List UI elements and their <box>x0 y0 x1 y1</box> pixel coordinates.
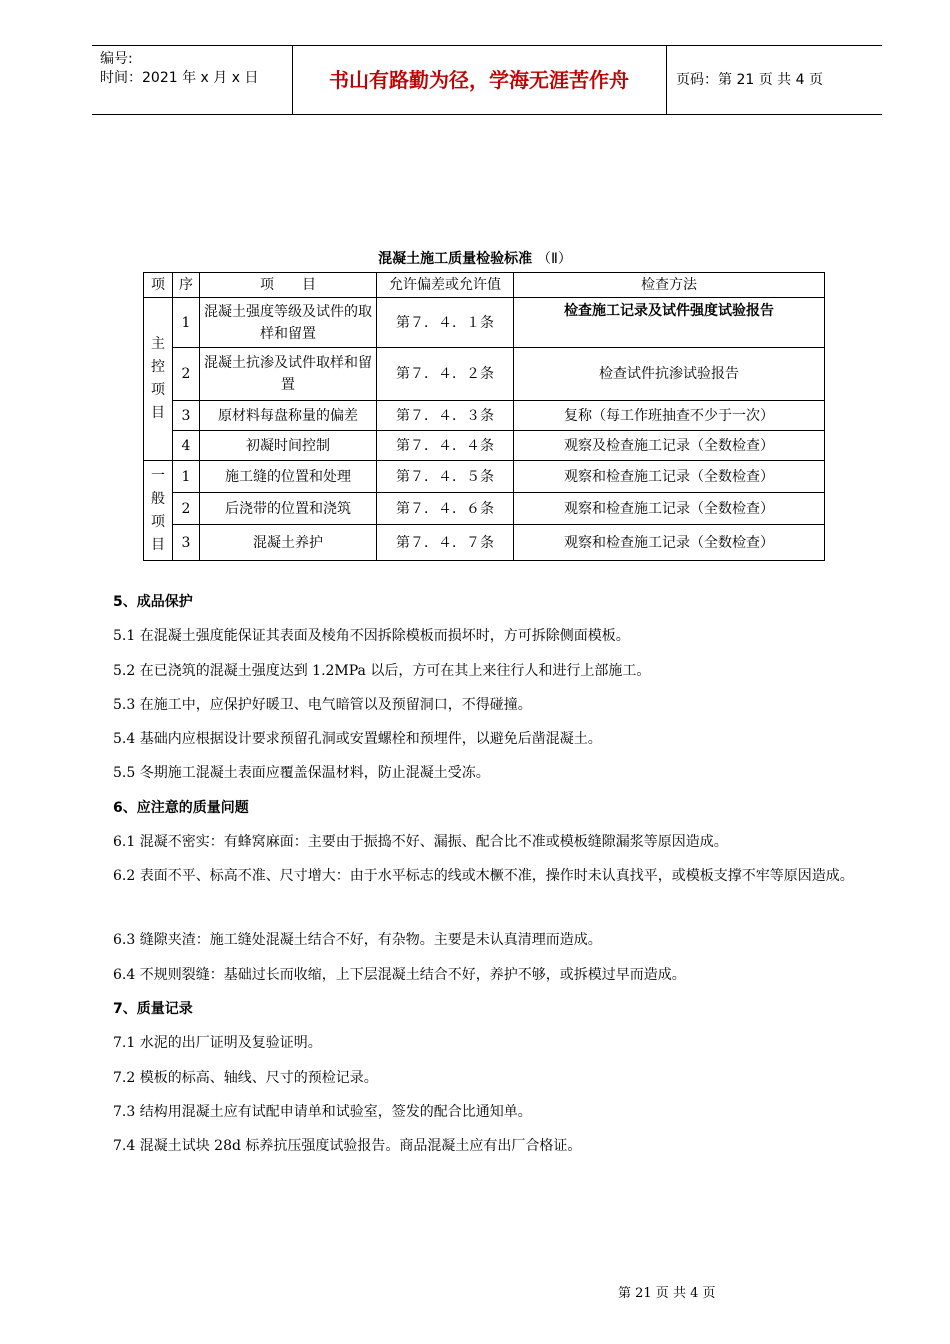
paragraph: 7.2 模板的标高、轴线、尺寸的预检记录。 <box>113 1069 378 1086</box>
item-cell: 混凝土养护 <box>200 525 377 561</box>
group-label-main: 主控项目 <box>144 298 173 461</box>
header-cell: 检查方法 <box>514 273 825 298</box>
item-cell: 混凝土强度等级及试件的取样和留置 <box>200 298 377 348</box>
table-row <box>144 493 825 525</box>
seq-cell: 3 <box>173 401 200 431</box>
table-row <box>144 298 825 348</box>
paragraph: 7.1 水泥的出厂证明及复验证明。 <box>113 1035 322 1052</box>
value-cell: 第７．４．３条 <box>377 401 514 431</box>
paragraph: 5.1 在混凝土强度能保证其表面及棱角不因拆除模板而损坏时，方可拆除侧面模板。 <box>113 628 630 645</box>
seq-cell: 3 <box>173 525 200 561</box>
method-cell: 观察和检查施工记录（全数检查） <box>514 493 825 525</box>
method-cell: 观察及检查施工记录（全数检查） <box>514 431 825 461</box>
method-cell: 检查试件抗渗试验报告 <box>514 348 825 401</box>
table-row <box>144 348 825 401</box>
table-title <box>0 248 950 268</box>
table-header-row <box>144 273 825 298</box>
item-cell: 施工缝的位置和处理 <box>200 461 377 493</box>
header-cell: 项 <box>144 273 173 298</box>
seq-cell: 2 <box>173 493 200 525</box>
section-heading: 7、质量记录 <box>113 1000 193 1017</box>
header-motto: 书山有路勤为径，学海无涯苦作舟 <box>329 68 629 92</box>
paragraph: 5.4 基础内应根据设计要求预留孔洞或安置螺栓和预埋件，以避免后凿混凝土。 <box>113 731 602 748</box>
method-cell: 观察和检查施工记录（全数检查） <box>514 525 825 561</box>
method-cell: 检查施工记录及试件强度试验报告 <box>514 298 825 348</box>
value-cell: 第７．４．２条 <box>377 348 514 401</box>
header-cell: 项 目 <box>200 273 377 298</box>
item-cell: 混凝土抗渗及试件取样和留置 <box>200 348 377 401</box>
seq-cell: 2 <box>173 348 200 401</box>
header-meta <box>100 50 258 88</box>
header-cell: 序 <box>173 273 200 298</box>
table-title-text: 混凝土施工质量检验标准 <box>378 251 533 267</box>
paragraph: 7.4 混凝土试块 28d 标养抗压强度试验报告。商品混凝土应有出厂合格证。 <box>113 1138 582 1155</box>
table-row <box>144 461 825 493</box>
paragraph: 6.4 不规则裂缝：基础过长而收缩，上下层混凝土结合不好，养护不够，或拆模过早而造成。 <box>113 966 686 983</box>
section-heading: 5、成品保护 <box>113 594 193 610</box>
item-cell: 初凝时间控制 <box>200 431 377 461</box>
quality-standard-table <box>143 272 825 561</box>
table-row <box>144 401 825 431</box>
page-footer: 第 21 页 共 4 页 <box>618 1286 716 1301</box>
value-cell: 第７．４．６条 <box>377 493 514 525</box>
header-divider <box>666 46 667 114</box>
paragraph: 6.1 混凝不密实：有蜂窝麻面：主要由于振捣不好、漏振、配合比不准或模板缝隙漏浆等原因造成。 <box>113 834 728 851</box>
paragraph: 6.2 表面不平、标高不准、尺寸增大：由于水平标志的线或木橛不准，操作时未认真找平，或模板支撑不牢等原因造成。 <box>113 868 854 885</box>
body-content <box>113 591 873 1169</box>
table-row <box>144 431 825 461</box>
table-row <box>144 525 825 561</box>
number-label: 编号: <box>100 51 133 67</box>
section-heading: 6、应注意的质量问题 <box>113 799 249 816</box>
seq-cell: 1 <box>173 461 200 493</box>
method-cell: 复称（每工作班抽查不少于一次） <box>514 401 825 431</box>
header-cell: 允许偏差或允许值 <box>377 273 514 298</box>
group-label-general: 一般项目 <box>144 461 173 561</box>
value-cell: 第７．４．７条 <box>377 525 514 561</box>
time-label: 时间：2021 年 x 月 x 日 <box>100 70 259 86</box>
seq-cell: 4 <box>173 431 200 461</box>
header-page-info: 页码：第 21 页 共 4 页 <box>676 72 823 88</box>
item-cell: 原材料每盘称量的偏差 <box>200 401 377 431</box>
table-title-suffix: （Ⅱ） <box>536 251 572 267</box>
item-cell: 后浇带的位置和浇筑 <box>200 493 377 525</box>
paragraph: 5.2 在已浇筑的混凝土强度达到 1.2MPa 以后，方可在其上来往行人和进行上部施工。 <box>113 662 651 679</box>
paragraph: 5.5 冬期施工混凝土表面应覆盖保温材料，防止混凝土受冻。 <box>113 765 490 782</box>
paragraph: 5.3 在施工中，应保护好暖卫、电气暗管以及预留洞口，不得碰撞。 <box>113 696 532 713</box>
paragraph: 6.3 缝隙夹渣：施工缝处混凝土结合不好，有杂物。主要是未认真清理而造成。 <box>113 932 602 949</box>
value-cell: 第７．４．５条 <box>377 461 514 493</box>
method-cell: 观察和检查施工记录（全数检查） <box>514 461 825 493</box>
seq-cell: 1 <box>173 298 200 348</box>
value-cell: 第７．４．４条 <box>377 431 514 461</box>
paragraph: 7.3 结构用混凝土应有试配申请单和试验室，签发的配合比通知单。 <box>113 1103 532 1120</box>
page-header <box>92 45 882 115</box>
value-cell: 第７．４．１条 <box>377 298 514 348</box>
